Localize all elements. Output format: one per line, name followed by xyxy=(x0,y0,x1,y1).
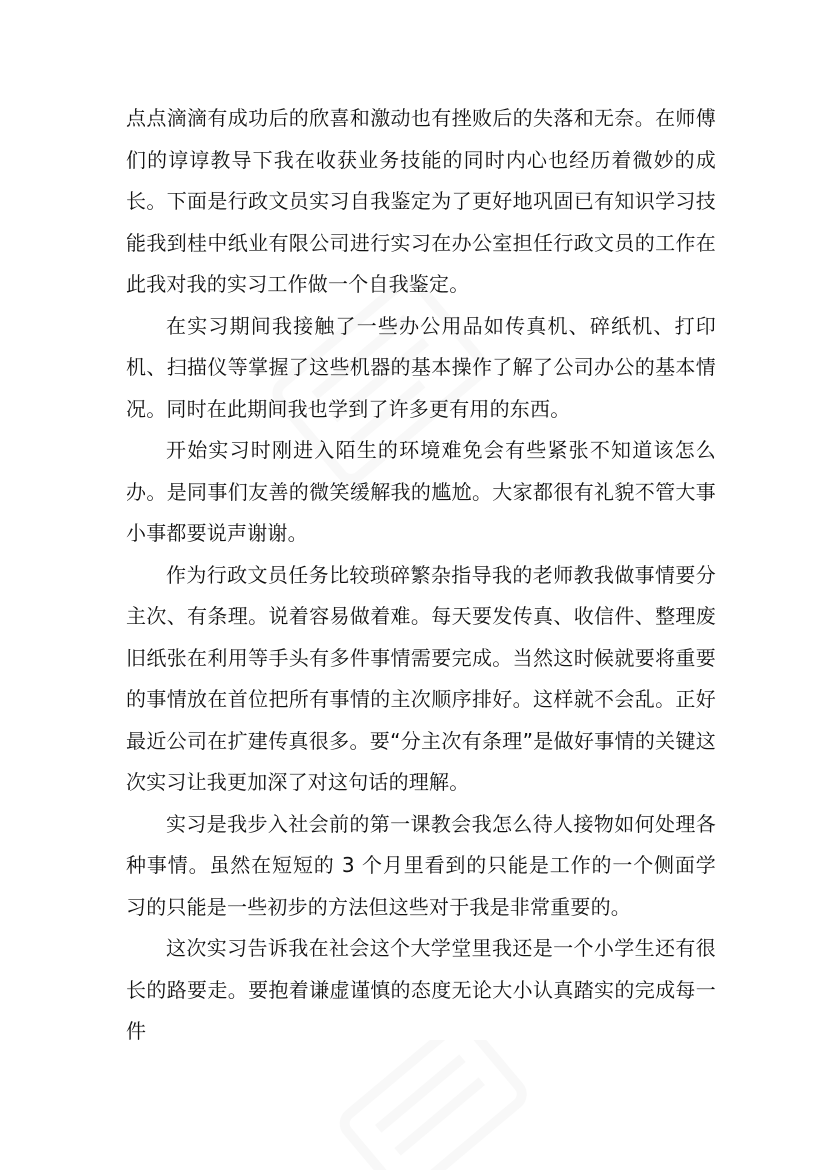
paragraph-6: 这次实习告诉我在社会这个大学堂里我还是一个小学生还有很长的路要走。要抱着谦虚谨慎的态度无论大小认真踏实的完成每一件 xyxy=(126,936,716,1043)
paragraph-2: 在实习期间我接触了一些办公用品如传真机、碎纸机、打印机、扫描仪等掌握了这些机器的基本操作了解了公司办公的基本情况。同时在此期间我也学到了许多更有用的东西。 xyxy=(126,313,716,421)
paragraph-4: 作为行政文员任务比较琐碎繁杂指导我的老师教我做事情要分主次、有条理。说着容易做着难。每天要发传真、收信件、整理废旧纸张在利用等手头有多件事情需要完成。当然这时候就要将重要的事情放在首位把所有事情的主次顺序排好。这样就不会乱。正好最近公司在扩建传真很多。要“分主次有条理”是做好事情的关键这次实习让我更加深了对这句话的理解。 xyxy=(126,562,716,794)
paragraph-3: 开始实习时刚进入陌生的环境难免会有些紧张不知道该怎么办。是同事们友善的微笑缓解我的尴尬。大家都很有礼貌不管大事小事都要说声谢谢。 xyxy=(126,438,716,545)
watermark-logo-icon-bottom xyxy=(320,1040,540,1170)
paragraph-1: 点点滴滴有成功后的欣喜和激动也有挫败后的失落和无奈。在师傅们的谆谆教导下我在收获业务技能的同时内心也经历着微妙的成长。下面是行政文员实习自我鉴定为了更好地巩固已有知识学习技能我到桂中纸业有限公司进行实习在办公室担任行政文员的工作在此我对我的实习工作做一个自我鉴定。 xyxy=(126,106,716,296)
paragraph-5: 实习是我步入社会前的第一课教会我怎么待人接物如何处理各种事情。虽然在短短的 3 个月里看到的只能是工作的一个侧面学习的只能是一些初步的方法但这些对于我是非常重要的。 xyxy=(126,811,716,919)
document-body xyxy=(126,98,716,1053)
